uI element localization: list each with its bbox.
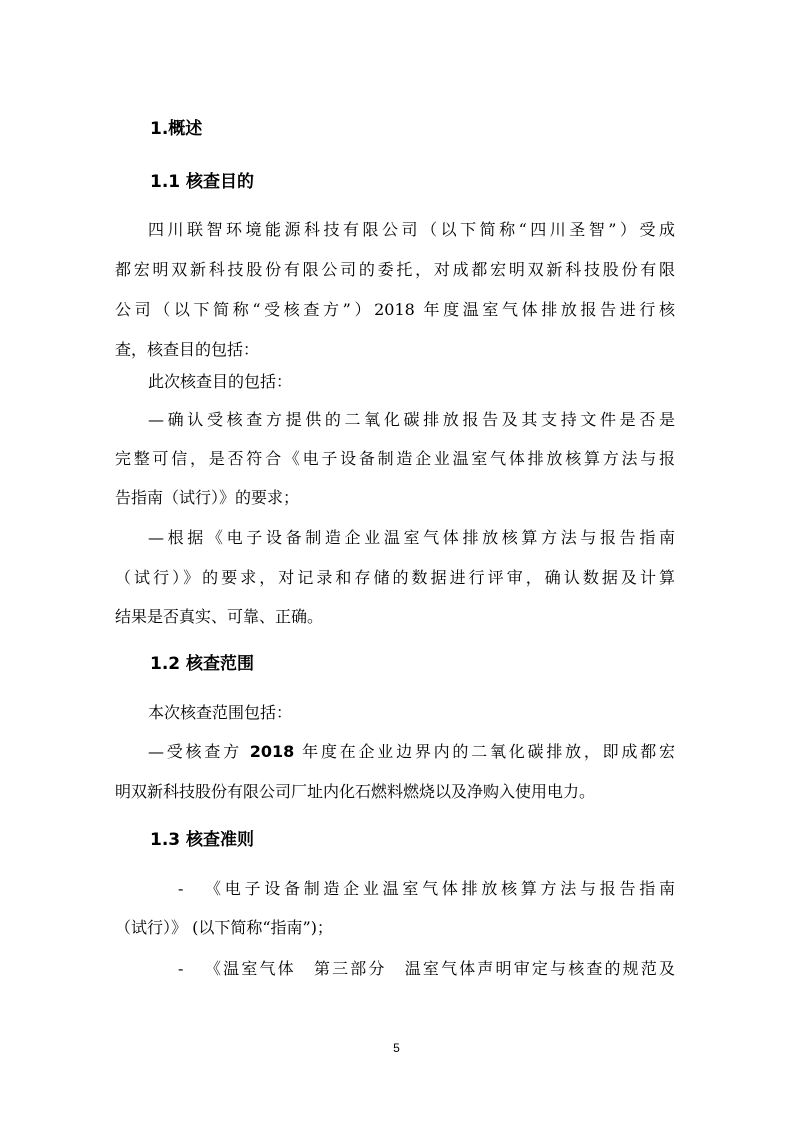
para-item-review-line-2: （试行）》的要求，对记录和存储的数据进行评审，确认数据及计算 <box>115 568 675 587</box>
para-item-confirm-line-3: 告指南（试行）》的要求； <box>115 488 300 507</box>
criteria-item-2-line-1: 《温室气体 第三部分 温室气体声明审定与核查的规范及 <box>205 959 675 978</box>
scope-year: 2018 <box>249 742 295 761</box>
criteria-item-1-line-2: （试行）》 (以下简称“指南”)； <box>115 918 333 937</box>
para-purpose-intro: 此次核查目的包括： <box>148 372 293 391</box>
criteria-item-1-line-1: 《电子设备制造企业温室气体排放核算方法与报告指南 <box>205 879 675 898</box>
para-scope-line-1 <box>148 741 675 763</box>
criteria-item-1-dash: - <box>178 879 184 898</box>
para-item-confirm-line-1: —确认受核查方提供的二氧化碳排放报告及其支持文件是否是 <box>148 410 675 429</box>
scope-prefix: —受核查方 <box>148 742 250 761</box>
para-purpose-line-4: 查，核查目的包括： <box>115 340 260 359</box>
page-number: 5 <box>393 1041 400 1055</box>
heading-section-1-1: 1.1 核查目的 <box>150 172 255 192</box>
para-purpose-line-3: 公司（以下简称“受核查方”）2018 年度温室气体排放报告进行核 <box>115 300 675 319</box>
criteria-item-2-dash: - <box>178 959 184 978</box>
para-item-review-line-1: —根据《电子设备制造企业温室气体排放核算方法与报告指南 <box>148 528 675 547</box>
scope-suffix: 年度在企业边界内的二氧化碳排放，即成都宏 <box>294 742 675 761</box>
para-scope-intro: 本次核查范围包括： <box>148 703 293 722</box>
para-item-confirm-line-2: 完整可信，是否符合《电子设备制造企业温室气体排放核算方法与报 <box>115 449 675 468</box>
heading-section-1: 1.概述 <box>150 119 203 139</box>
heading-section-1-2: 1.2 核查范围 <box>150 654 255 674</box>
para-item-review-line-3: 结果是否真实、可靠、正确。 <box>115 607 324 626</box>
para-purpose-line-2: 都宏明双新科技股份有限公司的委托，对成都宏明双新科技股份有限 <box>115 260 675 279</box>
para-scope-line-2: 明双新科技股份有限公司厂址内化石燃料燃烧以及净购入使用电力。 <box>115 782 596 801</box>
para-purpose-line-1: 四川联智环境能源科技有限公司（以下简称“四川圣智”）受成 <box>148 220 675 239</box>
heading-section-1-3: 1.3 核查准则 <box>150 830 255 850</box>
